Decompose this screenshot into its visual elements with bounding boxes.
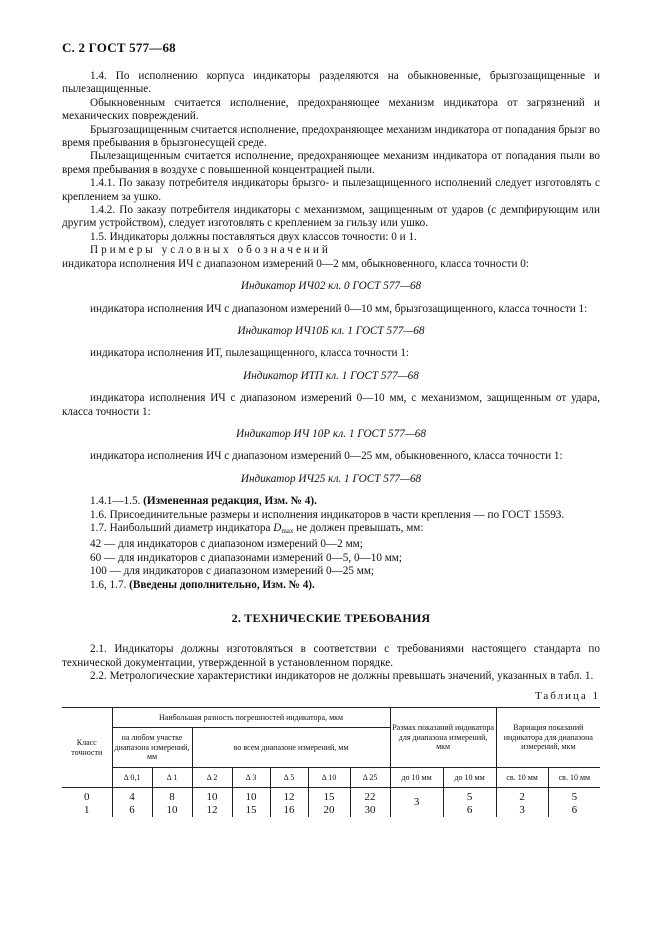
cell-variation-a: 2 (496, 788, 548, 805)
paragraph-2-1: 2.1. Индикаторы должны изготовляться в соответствии с требованиями настоящего стандарта по технической документации, утвержденной в установленном порядке. (62, 643, 600, 669)
sub-header-delta-3: Δ 3 (232, 768, 270, 788)
paragraph-1-4-1: 1.4.1. По заказу потребителя индикаторы брызго- и пылезащищенного исполнений следует изготовлять с креплением за ушко. (62, 177, 600, 203)
cell-variation-b: 6 (571, 804, 578, 817)
sub-header-variation-over-10-b: св. 10 мм (548, 768, 600, 788)
cell-spread-b: 5 (443, 788, 496, 805)
header-variation: Вариация показаний индикатора для диапазона измерений, мкм (496, 708, 600, 768)
revision-1-number: 1.4.1—1.5. (90, 495, 141, 508)
table-caption: Таблица 1 (534, 689, 600, 702)
example-2-designation: Индикатор ИЧ10Б кл. 1 ГОСТ 577—68 (237, 324, 425, 337)
table-row-class-1 (62, 804, 600, 817)
header-whole-range: во всем диапазоне измерений, мм (192, 728, 390, 768)
sub-header-spread-up-to-10-b: до 10 мм (443, 768, 496, 788)
paragraph-splashproof: Брызгозащищенным считается исполнение, предохраняющее механизм индикатора от попадания брызг во время пребывания в брызгонесущей среде. (62, 123, 600, 150)
paragraph-ordinary: Обыкновенным считается исполнение, предохраняющее механизм индикатора от загрязнений и механических повреждений. (62, 96, 600, 123)
example-3-designation: Индикатор ИТП кл. 1 ГОСТ 577—68 (243, 369, 419, 382)
header-error-group: Наибольшая разность погрешностей индикатора, мкм (112, 708, 390, 728)
cell-variation-a: 3 (496, 804, 548, 817)
paragraph-1-7-lead: 1.7. Наибольший диаметр индикатора (90, 521, 271, 534)
cell-delta-1: 8 (152, 788, 192, 805)
revision-1-text: (Измененная редакция, Изм. № 4). (143, 495, 317, 508)
paragraph-1-4-2: 1.4.2. По заказу потребителя индикаторы с механизмом, защищенным от ударов (с демпфирующим или другим устройством), следует изготовлять с креплением за гильзу или ушко. (62, 204, 600, 230)
cell-delta-3: 10 (232, 788, 270, 805)
cell-spread-b: 6 (443, 804, 496, 817)
sub-header-delta-5: Δ 5 (270, 768, 308, 788)
cell-class: 1 (62, 804, 112, 817)
sub-header-delta-1: Δ 1 (152, 768, 192, 788)
cell-delta-2: 12 (192, 804, 232, 817)
cell-delta-2: 10 (192, 788, 232, 805)
diameter-item-42: 42 — для индикаторов с диапазоном измерений 0—2 мм; (90, 538, 363, 551)
sub-header-variation-over-10-a: св. 10 мм (496, 768, 548, 788)
paragraph-dustproof: Пылезащищенным считается исполнение, предохраняющее механизм индикатора от попадания пыли во время пребывания в воздухе с повышенной концентрацией пыли. (62, 150, 600, 176)
paragraph-2-2: 2.2. Метрологические характеристики индикаторов не должны превышать значений, указанных в табл. 1. (90, 670, 594, 683)
document-body (62, 70, 600, 817)
cell-delta-10: 20 (308, 804, 350, 817)
paragraph-1-5: 1.5. Индикаторы должны поставляться двух классов точности: 0 и 1. (90, 230, 417, 243)
cell-spread-a: 3 (390, 788, 443, 818)
revision-2-text: (Введены дополнительно, Изм. № 4). (129, 578, 315, 591)
sub-header-delta-2: Δ 2 (192, 768, 232, 788)
sub-header-delta-0-1: Δ 0,1 (112, 768, 152, 788)
cell-variation-b: 5 (571, 791, 578, 804)
table-row-class-0 (62, 788, 600, 805)
paragraph-1-6: 1.6. Присоединительные размеры и исполнения индикаторов в части крепления — по ГОСТ 15593. (90, 508, 565, 521)
diameter-subscript: max (281, 526, 294, 535)
paragraph-1-4: 1.4. По исполнению корпуса индикаторы разделяются на обыкновенные, брызгозащищенные и пылезащищенные. (62, 70, 600, 96)
cell-delta-25: 22 (350, 788, 390, 805)
cell-delta-5: 16 (270, 804, 308, 817)
paragraph-1-7-tail: не должен превышать, мм: (296, 521, 424, 534)
page-header: С. 2 ГОСТ 577—68 (62, 40, 176, 55)
cell-class: 0 (62, 788, 112, 805)
diameter-item-60: 60 — для индикаторов с диапазонами измерений 0—5, 0—10 мм; (90, 551, 402, 564)
revision-note-1 (62, 495, 600, 508)
example-5-designation: Индикатор ИЧ25 кл. 1 ГОСТ 577—68 (240, 472, 422, 485)
example-1-text: индикатора исполнения ИЧ с диапазоном измерений 0—2 мм, обыкновенного, класса точности 0: (62, 257, 529, 270)
revision-note-2 (62, 579, 600, 592)
example-2-text: индикатора исполнения ИЧ с диапазоном измерений 0—10 мм, брызгозащищенного, класса точности 1: (90, 302, 588, 315)
cell-delta-1: 10 (152, 804, 192, 817)
metrology-table (62, 707, 600, 817)
diameter-item-100: 100 — для индикаторов с диапазоном измерений 0—25 мм; (90, 565, 375, 578)
revision-2-number: 1.6, 1.7. (90, 578, 127, 591)
header-class: Класс точности (62, 708, 112, 788)
section-title: 2. ТЕХНИЧЕСКИЕ ТРЕБОВАНИЯ (231, 611, 431, 625)
example-4-text: индикатора исполнения ИЧ с диапазоном измерений 0—10 мм, с механизмом, защищенным от удара, класса точности 1: (62, 392, 600, 418)
sub-header-delta-25: Δ 25 (350, 768, 390, 788)
examples-heading: Примеры условных обозначений (90, 244, 331, 257)
header-spread: Размах показаний индикатора для диапазона измерений, мкм (390, 708, 496, 768)
example-4-designation: Индикатор ИЧ 10Р кл. 1 ГОСТ 577—68 (236, 427, 426, 440)
cell-delta-10: 15 (308, 788, 350, 805)
cell-delta-25: 30 (350, 804, 390, 817)
example-3-text: индикатора исполнения ИТ, пылезащищенного, класса точности 1: (90, 347, 410, 360)
paragraph-1-7 (62, 522, 600, 538)
cell-delta-5: 12 (270, 788, 308, 805)
sub-header-spread-up-to-10-a: до 10 мм (390, 768, 443, 788)
diameter-symbol: D (273, 521, 282, 534)
cell-delta-0-1: 6 (112, 804, 152, 817)
cell-delta-3: 15 (232, 804, 270, 817)
sub-header-delta-10: Δ 10 (308, 768, 350, 788)
header-any-section: на любом участке диапазона измерений, мм (112, 728, 192, 768)
example-5-text: индикатора исполнения ИЧ с диапазоном измерений 0—25 мм, обыкновенного, класса точности 1: (90, 450, 563, 463)
example-1-designation: Индикатор ИЧ02 кл. 0 ГОСТ 577—68 (240, 280, 422, 293)
cell-delta-0-1: 4 (112, 788, 152, 805)
sub-header-row (62, 768, 600, 788)
